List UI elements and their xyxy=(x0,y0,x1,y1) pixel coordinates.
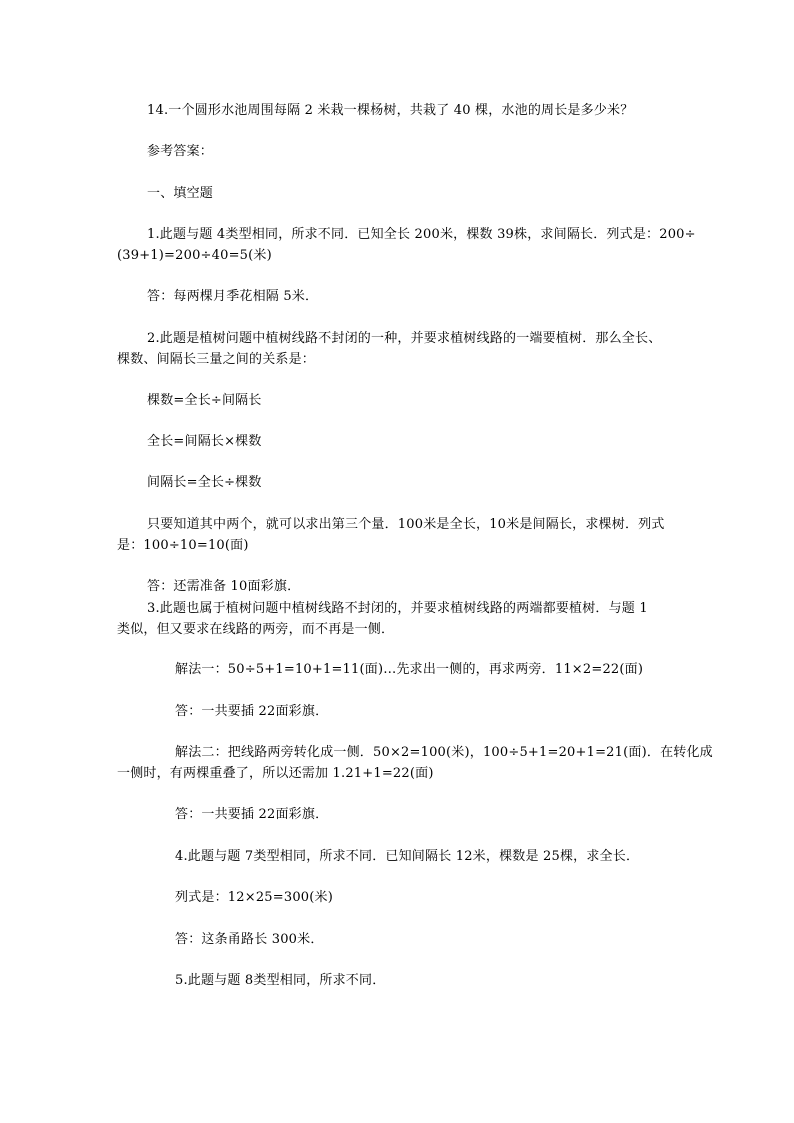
answer-4-conclusion: 答：这条甬路长 300米． xyxy=(175,932,324,947)
answer-heading: 参考答案： xyxy=(147,144,214,159)
answer-3-method-2-line-1: 解法二：把线路两旁转化成一侧．50×2=100(米)，100÷5+1=20+1=21(面)．在转化成 xyxy=(175,745,713,760)
answer-3-method-1: 解法一：50÷5+1=10+1=11(面)…先求出一侧的，再求两旁．11×2=22(面) xyxy=(175,662,644,677)
formula-tree-count: 棵数=全长÷间隔长 xyxy=(147,393,262,408)
answer-3-method-2-line-2: 一侧时，有两棵重叠了，所以还需加 1.21+1=22(面) xyxy=(117,766,434,781)
formula-interval: 间隔长=全长÷棵数 xyxy=(147,475,262,490)
answer-2-line-2: 棵数、间隔长三量之间的关系是： xyxy=(117,352,316,367)
answer-1-line-1: 1.此题与题 4类型相同，所求不同．已知全长 200米，棵数 39株，求间隔长．列式是：200÷ xyxy=(147,227,696,242)
answer-3-conclusion-2: 答：一共要插 22面彩旗． xyxy=(175,807,329,822)
answer-3-line-1: 3.此题也属于植树问题中植树线路不封闭的，并要求植树线路的两端都要植树．与题 1 xyxy=(147,601,648,616)
answer-4-line-1: 4.此题与题 7类型相同，所求不同．已知间隔长 12米，棵数是 25棵，求全长． xyxy=(175,849,640,864)
answer-5-line-1: 5.此题与题 8类型相同，所求不同． xyxy=(175,973,386,988)
answer-4-formula: 列式是：12×25=300(米) xyxy=(175,890,334,905)
answer-2-line-1: 2.此题是植树问题中植树线路不封闭的一种，并要求植树线路的一端要植树．那么全长、 xyxy=(147,331,662,346)
answer-3-conclusion-1: 答：一共要插 22面彩旗． xyxy=(175,704,329,719)
section-heading-fill-blank: 一、填空题 xyxy=(147,186,214,201)
answer-2-explain-line-2: 是：100÷10=10(面) xyxy=(117,538,249,553)
answer-1-line-2: (39+1)=200÷40=5(米) xyxy=(117,248,272,263)
question-14: 14.一个圆形水池周围每隔 2 米栽一棵杨树，共栽了 40 棵，水池的周长是多少米？ xyxy=(147,103,634,118)
answer-1-conclusion: 答：每两棵月季花相隔 5米． xyxy=(147,289,319,304)
answer-3-line-2: 类似，但又要求在线路的两旁，而不再是一侧． xyxy=(117,622,395,637)
formula-total-length: 全长=间隔长×棵数 xyxy=(147,434,262,449)
answer-2-explain-line-1: 只要知道其中两个，就可以求出第三个量．100米是全长，10米是间隔长，求棵树．列式 xyxy=(147,517,665,532)
answer-2-conclusion: 答：还需准备 10面彩旗． xyxy=(147,579,301,594)
